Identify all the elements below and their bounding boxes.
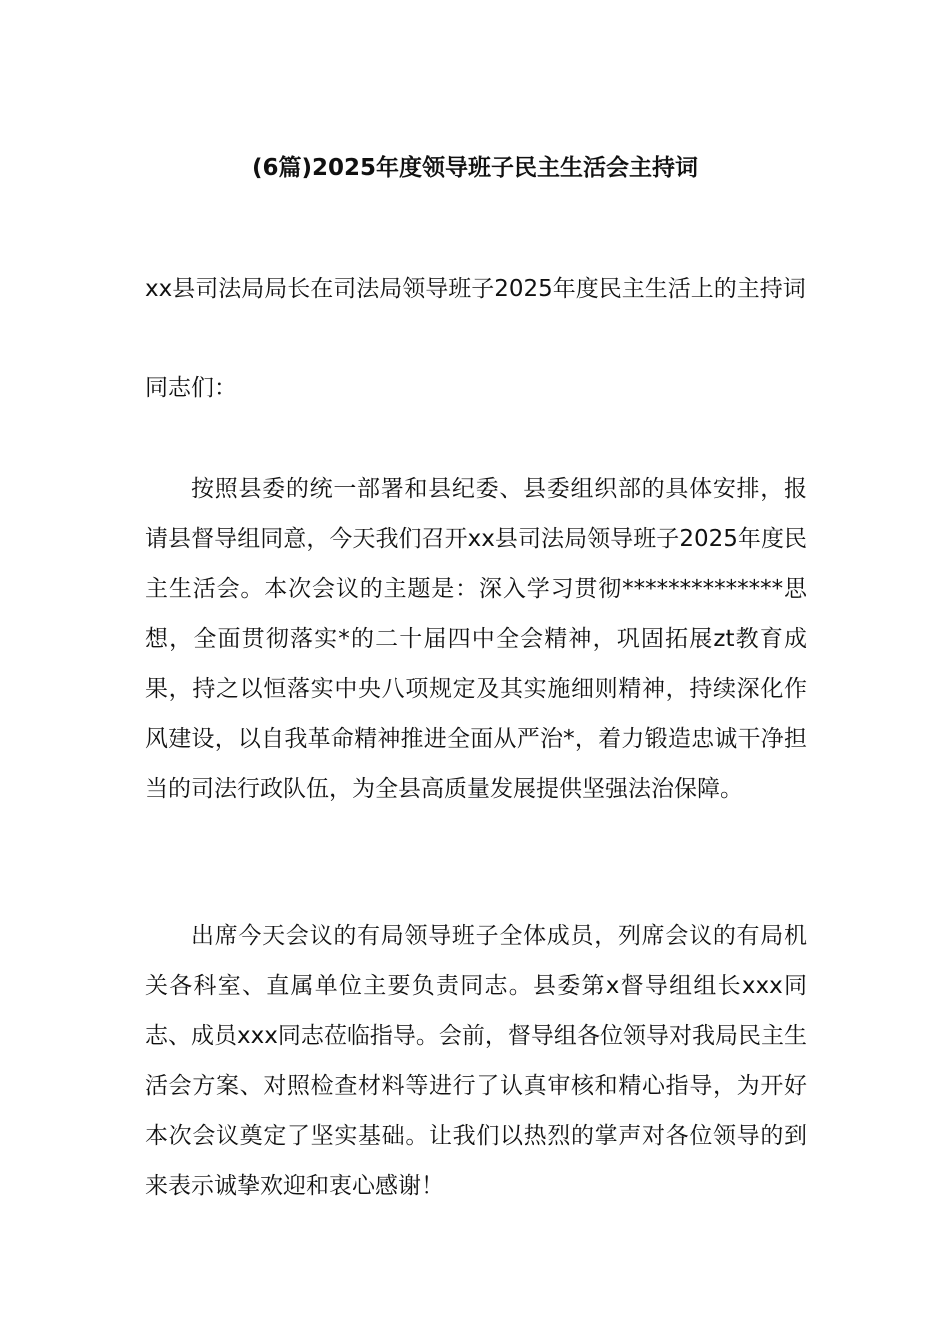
paragraph-opening: 按照县委的统一部署和县纪委、县委组织部的具体安排，报请县督导组同意，今天我们召开xx县司法局领导班子2025年度民主生活会。本次会议的主题是：深入学习贯彻**************思想，全面贯彻落实*的二十届四中全会精神，巩固拓展zt教育成果，持之以恒落实中央八项规定及其实施细则精神，持续深化作风建设，以自我革命精神推进全面从严治*，着力锻造忠诚干净担当的司法行政队伍，为全县高质量发展提供坚强法治保障。 xyxy=(145,476,807,802)
document-title: (6篇)2025年度领导班子民主生活会主持词 xyxy=(251,155,699,181)
speech-subtitle: xx县司法局局长在司法局领导班子2025年度民主生活上的主持词 xyxy=(145,276,806,302)
paragraph-attendees: 出席今天会议的有局领导班子全体成员，列席会议的有局机关各科室、直属单位主要负责同志。县委第x督导组组长xxx同志、成员xxx同志莅临指导。会前，督导组各位领导对我局民主生活会方案、对照检查材料等进行了认真审核和精心指导，为开好本次会议奠定了坚实基础。让我们以热烈的掌声对各位领导的到来表示诚挚欢迎和衷心感谢！ xyxy=(145,923,807,1199)
salutation: 同志们： xyxy=(145,375,237,401)
